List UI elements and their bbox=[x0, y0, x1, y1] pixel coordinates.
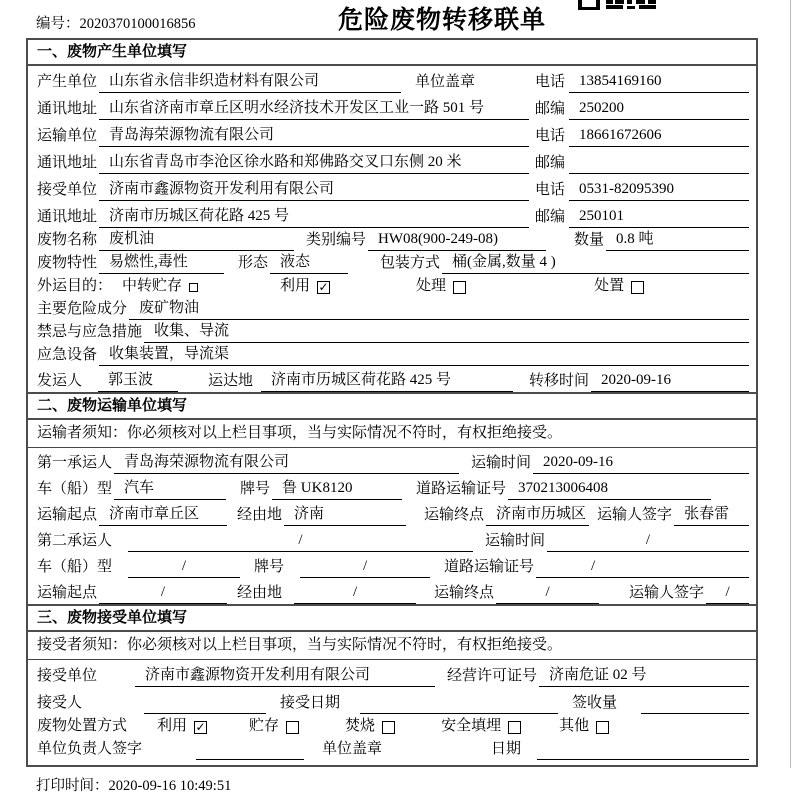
accept-unit-value: 济南市鑫源物资开发利用有限公司 bbox=[135, 663, 435, 687]
waste-property-label: 废物特性 bbox=[37, 255, 98, 271]
first-carrier-label: 第一承运人 bbox=[37, 455, 113, 471]
accept-person-label: 接受人 bbox=[37, 695, 83, 711]
transport-time1-label: 运输时间 bbox=[471, 455, 532, 471]
producer-address-value: 山东省济南市章丘区明水经济技术开发区工业一路 501 号 bbox=[99, 96, 529, 120]
destination-label: 运达地 bbox=[208, 373, 254, 389]
producer-unit-row bbox=[28, 66, 756, 93]
transporter-unit-row bbox=[28, 120, 756, 147]
producer-zip-label: 邮编 bbox=[535, 101, 566, 117]
section1-header: 一、废物产生单位填写 bbox=[28, 40, 756, 66]
hazard-component-label: 主要危险成分 bbox=[37, 301, 128, 317]
route-end2-value: / bbox=[496, 584, 599, 604]
waste-name-label: 废物名称 bbox=[37, 232, 98, 248]
transporter-address-label: 通讯地址 bbox=[37, 155, 98, 171]
receipt-amount-label: 签收量 bbox=[572, 695, 618, 711]
route-end2-label: 运输终点 bbox=[434, 585, 495, 601]
transporter-phone-label: 电话 bbox=[535, 128, 566, 144]
purpose-option-storage-label: 中转贮存 bbox=[122, 278, 183, 294]
vehicle-type1-value: 汽车 bbox=[114, 476, 226, 500]
producer-zip-value: 250200 bbox=[569, 100, 749, 120]
transport-time2-value: / bbox=[547, 532, 749, 552]
route-start1-label: 运输起点 bbox=[37, 507, 98, 523]
second-carrier-row bbox=[28, 526, 756, 552]
disposal-store-checkbox bbox=[286, 721, 299, 734]
second-carrier-label: 第二承运人 bbox=[37, 533, 113, 549]
license-value: 济南危证 02 号 bbox=[539, 663, 749, 687]
disposal-utilize-checkbox: ✓ bbox=[195, 720, 206, 734]
waste-name-row bbox=[28, 228, 756, 251]
transporter-unit-label: 运输单位 bbox=[37, 128, 98, 144]
page-title: 危险废物转移联单 bbox=[337, 6, 546, 34]
disposal-other-checkbox bbox=[596, 721, 609, 734]
disposal-method-label: 废物处置方式 bbox=[37, 718, 128, 734]
first-carrier-row bbox=[28, 448, 756, 474]
route2-row bbox=[28, 578, 756, 604]
transport-time1-value: 2020-09-16 bbox=[533, 454, 749, 474]
vehicle-type1-label: 车（船）型 bbox=[37, 481, 113, 497]
company-seal-label: 单位盖章 bbox=[415, 74, 476, 90]
producer-unit-value: 山东省永信非织造材料有限公司 bbox=[99, 69, 401, 93]
section3-header: 三、废物接受单位填写 bbox=[28, 604, 756, 632]
waste-property-value: 易燃性,毒性 bbox=[99, 250, 224, 274]
unit-seal-label: 单位盖章 bbox=[322, 741, 383, 757]
disposal-incinerate-label: 焚烧 bbox=[345, 718, 376, 734]
hazard-component-value: 废矿物油 bbox=[129, 296, 749, 320]
producer-phone-label: 电话 bbox=[535, 74, 566, 90]
route-via2-label: 经由地 bbox=[237, 585, 283, 601]
disposal-other-label: 其他 bbox=[559, 718, 590, 734]
route-via1-value: 济南 bbox=[284, 502, 406, 526]
transfer-purpose-label: 外运目的： bbox=[37, 278, 113, 294]
road-permit1-label: 道路运输证号 bbox=[416, 481, 507, 497]
accept-date-value bbox=[360, 697, 558, 714]
carrier-sign2-value: / bbox=[706, 584, 749, 604]
sign-date-label: 日期 bbox=[490, 741, 521, 757]
print-time bbox=[36, 774, 796, 795]
second-carrier-value: / bbox=[128, 532, 473, 552]
packaging-value: 桶(金属,数量 4 ) bbox=[442, 250, 749, 274]
waste-qty-label: 数量 bbox=[574, 232, 605, 248]
route-via2-value: / bbox=[294, 584, 416, 604]
accept-person-row bbox=[28, 687, 756, 714]
transfer-purpose-row bbox=[28, 274, 756, 297]
waste-category-label: 类别编号 bbox=[306, 232, 367, 248]
plate1-value: 鲁 UK8120 bbox=[272, 476, 402, 500]
purpose-dispose-checkbox bbox=[631, 281, 644, 294]
route-end1-label: 运输终点 bbox=[424, 507, 485, 523]
accept-unit-label: 接受单位 bbox=[37, 668, 98, 684]
receiver-phone-label: 电话 bbox=[535, 182, 566, 198]
accept-unit-row bbox=[28, 660, 756, 687]
waste-form-label: 形态 bbox=[238, 255, 269, 271]
vehicle-type2-label: 车（船）型 bbox=[37, 559, 113, 575]
road-permit2-label: 道路运输证号 bbox=[444, 559, 535, 575]
transporter-address-value: 山东省青岛市李沧区徐水路和郑佛路交叉口东侧 20 米 bbox=[99, 150, 529, 174]
emergency-equipment-row bbox=[28, 343, 756, 366]
packaging-label: 包装方式 bbox=[380, 255, 441, 271]
route-start1-value: 济南市章丘区 bbox=[99, 502, 227, 526]
waste-form-value: 液态 bbox=[270, 250, 348, 274]
carrier-sign1-value: 张春雷 bbox=[674, 502, 749, 526]
receiver-notice: 接受者须知：你必须核对以上栏目事项，当与实际情况不符时，有权拒绝接受。 bbox=[28, 632, 756, 660]
receiver-zip-value: 250101 bbox=[569, 208, 749, 228]
transfer-time-label: 转移时间 bbox=[529, 373, 590, 389]
doc-number-label: 编号： bbox=[36, 16, 80, 32]
print-time-label: 打印时间： bbox=[36, 778, 109, 794]
disposal-store-label: 贮存 bbox=[249, 718, 280, 734]
emergency-measures-value: 收集、导流 bbox=[144, 319, 749, 343]
accept-date-label: 接受日期 bbox=[280, 695, 341, 711]
receiver-unit-row bbox=[28, 174, 756, 201]
route-end1-value: 济南市历城区 bbox=[486, 502, 589, 526]
transporter-zip-value bbox=[569, 157, 749, 174]
manager-sign-value bbox=[196, 743, 304, 760]
route-start2-label: 运输起点 bbox=[37, 585, 98, 601]
emergency-equipment-value: 收集装置，导流渠 bbox=[99, 342, 749, 366]
section2-header: 二、废物运输单位填写 bbox=[28, 392, 756, 420]
manager-sign-label: 单位负责人签字 bbox=[37, 741, 143, 757]
purpose-option-utilize-label: 利用 bbox=[280, 278, 311, 294]
disposal-landfill-checkbox bbox=[508, 721, 521, 734]
transporter-address-row bbox=[28, 147, 756, 174]
emergency-measures-label: 禁忌与应急措施 bbox=[37, 324, 143, 340]
waste-category-value: HW08(900-249-08) bbox=[368, 231, 546, 251]
hazard-component-row bbox=[28, 297, 756, 320]
route-via1-label: 经由地 bbox=[237, 507, 283, 523]
purpose-option-dispose-label: 处置 bbox=[594, 278, 625, 294]
producer-unit-label: 产生单位 bbox=[37, 74, 98, 90]
carrier-sign2-label: 运输人签字 bbox=[629, 585, 705, 601]
purpose-option-treat-label: 处理 bbox=[416, 278, 447, 294]
carrier-sign1-label: 运输人签字 bbox=[597, 507, 673, 523]
transfer-time-value: 2020-09-16 bbox=[591, 372, 749, 392]
signoff-row bbox=[28, 737, 756, 760]
route-start2-value: / bbox=[99, 584, 227, 604]
transporter-notice: 运输者须知：你必须核对以上栏目事项，当与实际情况不符时，有权拒绝接受。 bbox=[28, 420, 756, 448]
disposal-utilize-label: 利用 bbox=[157, 718, 188, 734]
waste-property-row bbox=[28, 251, 756, 274]
license-label: 经营许可证号 bbox=[447, 668, 538, 684]
purpose-storage-checkbox bbox=[189, 283, 198, 292]
disposal-incinerate-checkbox bbox=[382, 721, 395, 734]
vehicle2-row bbox=[28, 552, 756, 578]
producer-address-label: 通讯地址 bbox=[37, 101, 98, 117]
document-header bbox=[0, 0, 796, 38]
receiver-zip-label: 邮编 bbox=[535, 209, 566, 225]
first-carrier-value: 青岛海荣源物流有限公司 bbox=[114, 450, 459, 474]
shipper-label: 发运人 bbox=[37, 373, 83, 389]
producer-address-row bbox=[28, 93, 756, 120]
dispatch-row bbox=[28, 366, 756, 392]
emergency-equipment-label: 应急设备 bbox=[37, 347, 98, 363]
disposal-landfill-label: 安全填埋 bbox=[441, 718, 502, 734]
route1-row bbox=[28, 500, 756, 526]
plate2-value: / bbox=[300, 558, 430, 578]
accept-person-value bbox=[144, 697, 266, 714]
transport-time2-label: 运输时间 bbox=[485, 533, 546, 549]
emergency-measures-row bbox=[28, 320, 756, 343]
manifest-form bbox=[26, 38, 758, 767]
page-right-edge bbox=[790, 0, 791, 768]
vehicle-type2-value: / bbox=[128, 558, 240, 578]
plate2-label: 牌号 bbox=[254, 559, 285, 575]
plate1-label: 牌号 bbox=[240, 481, 271, 497]
waste-qty-value: 0.8 吨 bbox=[606, 227, 749, 251]
destination-value: 济南市历城区荷花路 425 号 bbox=[261, 368, 513, 392]
vehicle1-row bbox=[28, 474, 756, 500]
shipper-value: 郭玉波 bbox=[98, 368, 178, 392]
producer-phone-value: 13854169160 bbox=[569, 73, 749, 93]
receiver-unit-label: 接受单位 bbox=[37, 182, 98, 198]
transporter-zip-label: 邮编 bbox=[535, 155, 566, 171]
print-time-value: 2020-09-16 10:49:51 bbox=[108, 778, 232, 794]
transporter-phone-value: 18661672606 bbox=[569, 127, 749, 147]
receiver-address-value: 济南市历城区荷花路 425 号 bbox=[99, 204, 529, 228]
receiver-address-row bbox=[28, 201, 756, 228]
receiver-unit-value: 济南市鑫源物资开发利用有限公司 bbox=[99, 177, 529, 201]
purpose-utilize-checkbox: ✓ bbox=[318, 280, 329, 294]
transporter-unit-value: 青岛海荣源物流有限公司 bbox=[99, 123, 529, 147]
doc-number-value: 2020370100016856 bbox=[79, 16, 196, 32]
road-permit2-value: / bbox=[536, 558, 749, 578]
purpose-treat-checkbox bbox=[453, 281, 466, 294]
receiver-phone-value: 0531-82095390 bbox=[569, 181, 749, 201]
receiver-address-label: 通讯地址 bbox=[37, 209, 98, 225]
disposal-method-row bbox=[28, 714, 756, 737]
waste-name-value: 废机油 bbox=[99, 227, 294, 251]
receipt-amount-value bbox=[641, 697, 749, 714]
road-permit1-value: 370213006408 bbox=[508, 480, 711, 500]
sign-date-value bbox=[537, 743, 749, 760]
